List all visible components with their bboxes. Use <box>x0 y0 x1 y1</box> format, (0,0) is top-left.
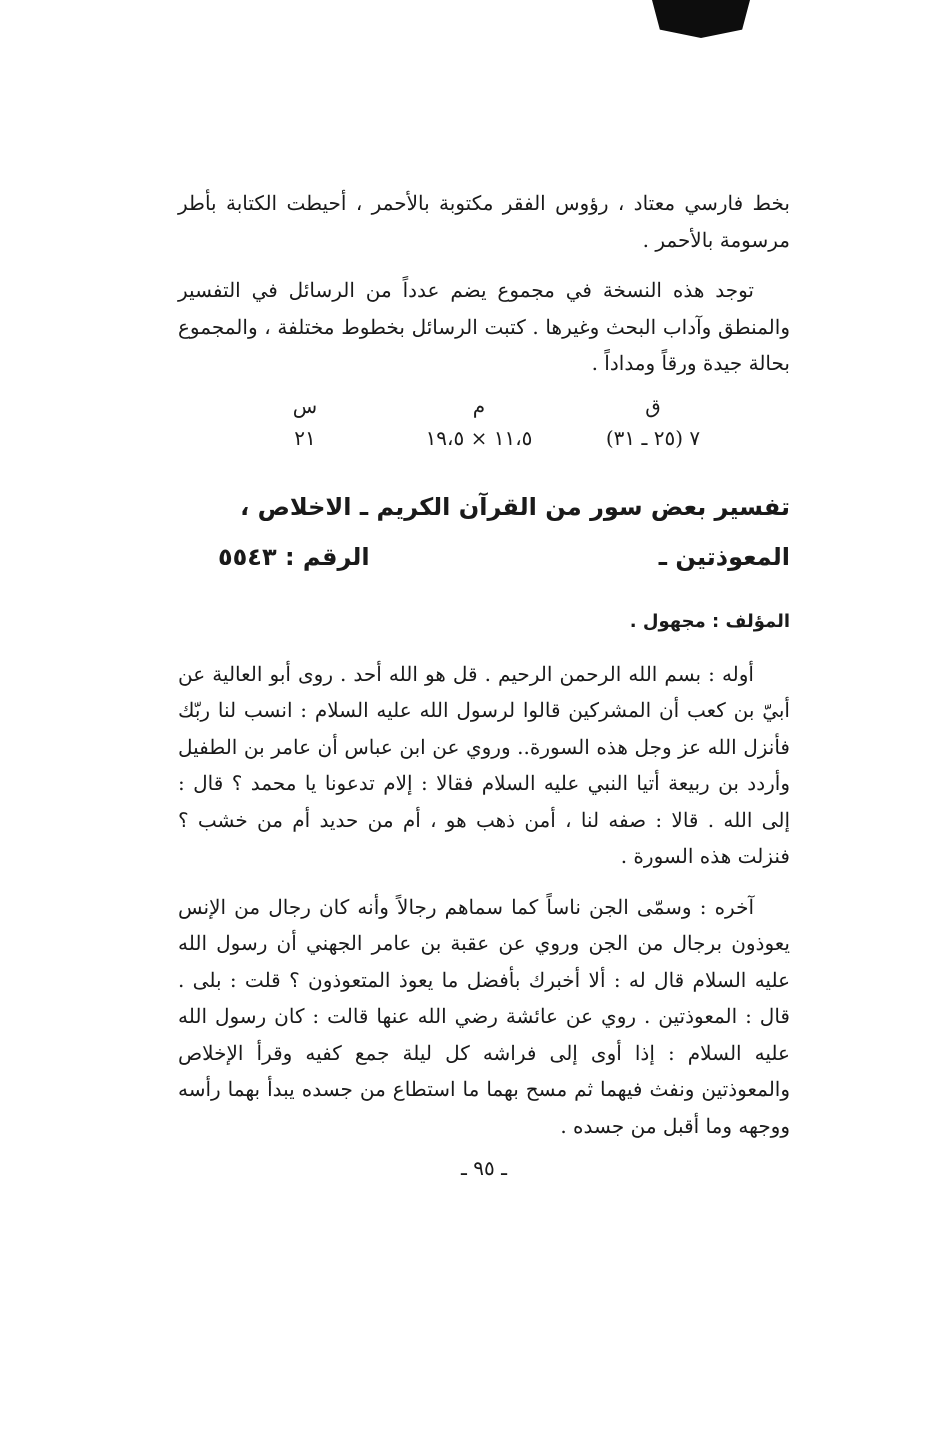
reference-number: الرقم : ٥٥٤٣ <box>218 542 370 571</box>
incipit-paragraph: أوله : بسم الله الرحمن الرحيم . قل هو الله أحد . روى أبو العالية عن أبيّ بن كعب أن المشركين قالوا لرسول الله عليه السلام : انسب لنا ربّك فأنزل الله عز وجل هذه السورة.. وروي عن ابن عباس أن عامر بن الطفيل وأردد بن ربيعة أتيا النبي عليه السلام فقالا : إلام تدعونا يا محمد ؟ قال : إلى الله . قالا : صفه لنا ، أمن ذهب هو ، أم من حديد أم من خشب ؟ فنزلت هذه السورة . <box>178 661 790 868</box>
author-line: المؤلف : مجهول . <box>629 610 790 632</box>
measure-header-lines: س <box>292 393 318 418</box>
explicit-paragraph: آخره : وسمّى الجن ناساً كما سماهم رجالاً وأنه كان رجال من الإنس يعوذون برجال من الجن وروي عن عقبة بن عامر الجهني أن رسول الله عليه السلام قال له : ألا أخبرك بأفضل ما يعوذ المتعوذون ؟ قلت : بلى . قال : المعوذتين . روي عن عائشة رضي الله عنها قالت : كان رسول الله عليه السلام : إذا أوى إلى فراشه كل ليلة جمع كفيه وقرأ الإخلاص والمعوذتين ونفث فيهما ثم مسح بهما ما استطاع من جسده يبدأ بهما رأسه ووجهه وما أقبل من جسده . <box>178 894 790 1138</box>
page-body <box>178 185 790 1180</box>
measure-value-size: ١١،٥ × ١٩،٥ <box>425 425 533 450</box>
measure-header-leaves: ق <box>645 393 661 418</box>
entry-title-row-2 <box>178 532 790 582</box>
entry-title-line-1: تفسير بعض سور من القرآن الكريم ـ الاخلاص ، <box>240 492 790 521</box>
page-number: ـ ٩٥ ـ <box>461 1156 507 1180</box>
corner-mark <box>652 0 750 38</box>
measure-value-lines: ٢١ <box>294 425 316 450</box>
description-paragraph-2: توجد هذه النسخة في مجموع يضم عدداً من الرسائل في التفسير والمنطق وآداب البحث وغيرها . كتبت الرسائل بخطوط مختلفة ، والمجموع بحالة جيدة ورقاً ومداداً . <box>178 278 790 375</box>
description-paragraph-1: بخط فارسي معتاد ، رؤوس الفقر مكتوبة بالأحمر ، أحيطت الكتابة بأطر مرسومة بالأحمر . <box>178 191 790 252</box>
entry-title-line-2: المعوذتين ـ <box>658 542 790 571</box>
measure-header-size: م <box>472 393 486 418</box>
measurements-table <box>218 390 740 454</box>
measure-value-leaves: ٧ (٢٥ ـ ٣١) <box>605 425 701 450</box>
